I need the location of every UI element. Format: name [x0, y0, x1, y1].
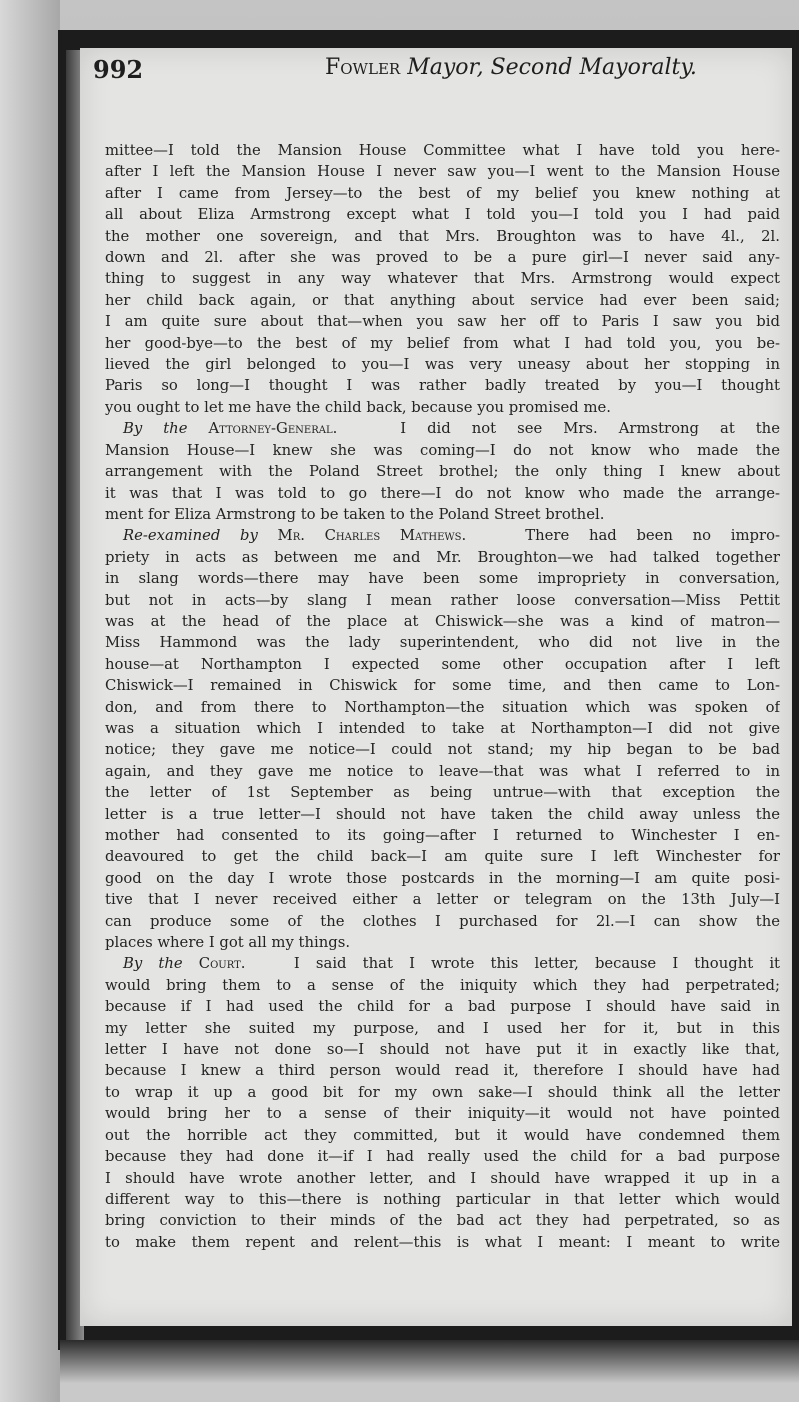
text-line: because if I had used the child for a bad purpose I should have said in [105, 998, 780, 1016]
text-line: to wrap it up a good bit for my own sake—I should think all the letter [105, 1083, 780, 1101]
text-line: Paris so long—I thought I was rather badly treated by you—I thought [105, 377, 780, 395]
text-line: in slang words—there may have been some impropriety in conversation, [105, 570, 780, 588]
lead-line-text: There had been no impro- [525, 527, 780, 545]
text-line: all about Eliza Armstrong except what I told you—I told you I had paid [105, 206, 780, 224]
paragraph-lead [123, 420, 337, 437]
text-line: deavoured to get the child back—I am quite sure I left Winchester for [105, 848, 780, 866]
running-head-name: Fowler [325, 55, 401, 80]
text-line: it was that I was told to go there—I do not know who made the arrange- [105, 484, 780, 502]
text-line: I am quite sure about that—when you saw her off to Paris I saw you bid [105, 313, 780, 331]
text-line: would bring her to a sense of their iniquity—it would not have pointed [105, 1105, 780, 1123]
text-line: you ought to let me have the child back, because you promised me. [105, 398, 611, 416]
text-line: places where I got all my things. [105, 934, 351, 952]
text-line: mittee—I told the Mansion House Committee what I have told you here- [105, 142, 780, 159]
scan-bottom-edge [60, 1340, 799, 1402]
text-line [105, 525, 780, 546]
text-line: was at the head of the place at Chiswick—she was a kind of matron— [105, 612, 780, 630]
lead-line-text: I did not see Mrs. Armstrong at the [400, 420, 780, 438]
text-line: notice; they gave me notice—I could not stand; my hip began to be bad [105, 741, 780, 759]
paragraph-continuation [105, 140, 780, 418]
text-line: but not in acts—by slang I mean rather loose conversation—Miss Pettit [105, 591, 780, 609]
lead-italic: By the [123, 955, 183, 973]
text-line: Miss Hammond was the lady superintendent, who did not live in the [105, 634, 780, 652]
text-line: was a situation which I intended to take at Northampton—I did not give [105, 719, 780, 737]
text-line: the mother one sovereign, and that Mrs. Broughton was to have 4l., 2l. [105, 227, 780, 245]
running-head-title: Mayor, Second Mayoralty. [407, 55, 697, 80]
text-line [105, 953, 780, 974]
text-line: because they had done it—if I had really used the child for a bad purpose [105, 1148, 780, 1166]
text-line: my letter she suited my purpose, and I used her for it, but in this [105, 1019, 780, 1037]
text-line: Chiswick—I remained in Chiswick for some time, and then came to Lon- [105, 677, 780, 695]
page-header [93, 55, 697, 95]
text-line: thing to suggest in any way whatever that Mrs. Armstrong would expect [105, 270, 780, 288]
text-line: letter is a true letter—I should not have taken the child away unless the [105, 805, 780, 823]
text-line: priety in acts as between me and Mr. Broughton—we had talked together [105, 548, 780, 566]
running-head [325, 55, 697, 80]
text-line: because I knew a third person would read it, therefore I should have had [105, 1062, 780, 1080]
paragraph-lead [123, 527, 466, 544]
text-line: her child back again, or that anything about service had ever been said; [105, 291, 780, 309]
text-line: her good-bye—to the best of my belief from what I had told you, you be- [105, 334, 780, 352]
text-line: don, and from there to Northampton—the situation which was spoken of [105, 698, 780, 716]
text-line: tive that I never received either a letter or telegram on the 13th July—I [105, 891, 780, 909]
text-line: out the horrible act they committed, but it would have condemned them [105, 1126, 780, 1144]
text-line: the letter of 1st September as being untrue—with that exception the [105, 784, 780, 802]
text-line: I should have wrote another letter, and I should have wrapped it up in a [105, 1169, 780, 1187]
text-line: lieved the girl belonged to you—I was very uneasy about her stopping in [105, 356, 780, 374]
adjacent-page-edge [0, 0, 60, 1402]
paragraph-attorney-general [105, 418, 780, 525]
text-line: bring conviction to their minds of the bad act they had perpetrated, so as [105, 1212, 780, 1230]
lead-speaker: Attorney-General. [208, 420, 338, 438]
text-line: letter I have not done so—I should not have put it in exactly like that, [105, 1041, 780, 1059]
text-line: good on the day I wrote those postcards in the morning—I am quite posi- [105, 869, 780, 887]
text-line: Mansion House—I knew she was coming—I do not know who made the [105, 441, 780, 459]
lead-italic: By the [123, 420, 188, 438]
paragraph-lead [123, 955, 245, 972]
lead-line-text: I said that I wrote this letter, because I thought it [293, 955, 780, 973]
text-line: different way to this—there is nothing particular in that letter which would [105, 1190, 780, 1208]
page-number: 992 [93, 55, 144, 84]
text-line: arrangement with the Poland Street brothel; the only thing I knew about [105, 463, 780, 481]
lead-italic: Re-examined by [123, 527, 258, 545]
text-line: after I came from Jersey—to the best of my belief you knew nothing at [105, 184, 780, 202]
text-line: would bring them to a sense of the iniquity which they had perpetrated; [105, 976, 780, 994]
text-line: house—at Northampton I expected some other occupation after I left [105, 655, 780, 673]
text-line: again, and they gave me notice to leave—that was what I referred to in [105, 762, 780, 780]
text-line: can produce some of the clothes I purchased for 2l.—I can show the [105, 912, 780, 930]
paragraph-court [105, 953, 780, 1253]
text-line: after I left the Mansion House I never saw you—I went to the Mansion House [105, 163, 780, 181]
text-line: mother had consented to its going—after I returned to Winchester I en- [105, 827, 780, 844]
body-text [105, 140, 780, 1253]
text-line: ment for Eliza Armstrong to be taken to the Poland Street brothel. [105, 505, 605, 523]
paragraph-re-examined [105, 525, 780, 953]
text-line: down and 2l. after she was proved to be a pure girl—I never said any- [105, 249, 780, 267]
lead-speaker: Court. [198, 955, 246, 973]
lead-speaker: Mr. Charles Mathews. [277, 527, 467, 545]
text-line [105, 418, 780, 439]
text-line: to make them repent and relent—this is what I meant: I meant to write [105, 1233, 780, 1251]
